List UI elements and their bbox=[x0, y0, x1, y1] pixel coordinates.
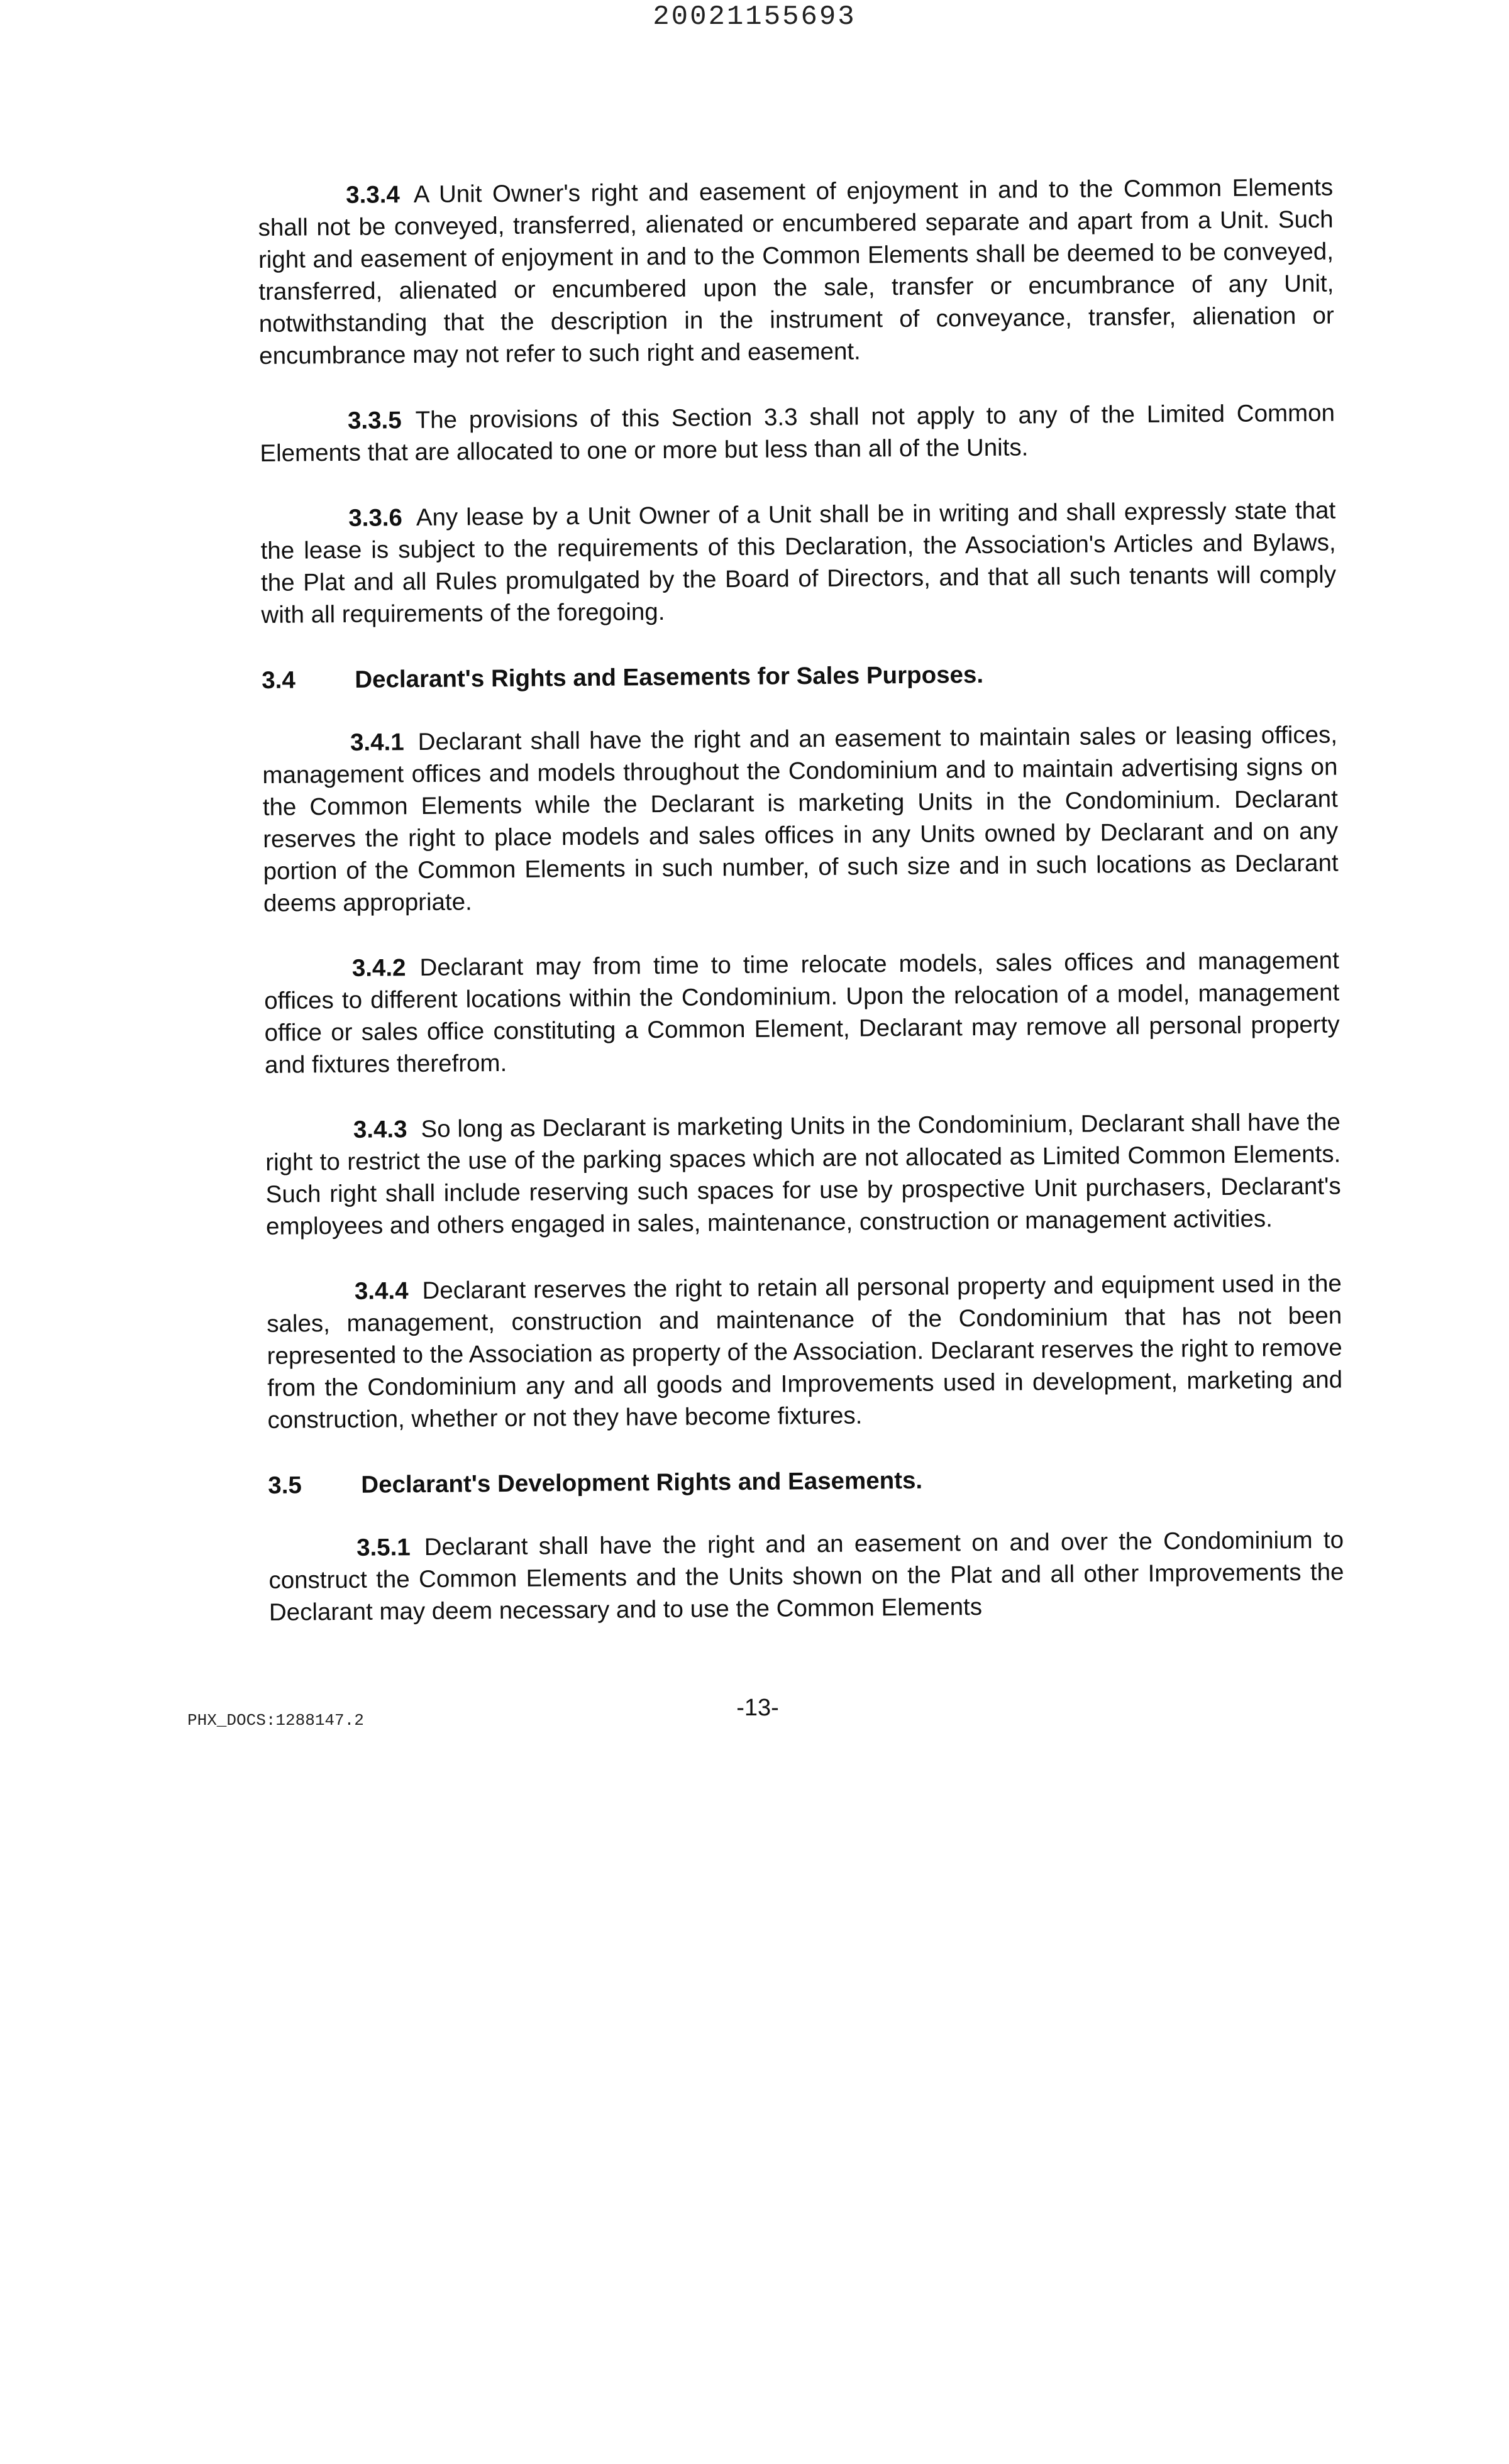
paragraph-3-4-2 bbox=[264, 945, 1340, 1081]
paragraph-text: So long as Declarant is marketing Units in the Condominium, Declarant shall have the right to restrict the use of the parking spaces which are not allocated as Limited Common Elements. Such right shall include reserving such spaces for use by prospective Unit purchasers, Declarant's employees and others engaged in sales, maintenance, construction or management activities. bbox=[265, 1108, 1341, 1240]
section-heading-3-5 bbox=[268, 1461, 1343, 1502]
section-number: 3.4.2 bbox=[351, 954, 406, 982]
paragraph-text: Declarant may from time to time relocate models, sales offices and management offices to different locations within the Condominium. Upon the relocation of a model, management office or sales office constituting a Common Element, Declarant may remove all personal property and fixtures therefrom. bbox=[264, 947, 1340, 1079]
section-number: 3.3.4 bbox=[346, 181, 401, 209]
section-title: Declarant's Development Rights and Easements. bbox=[361, 1466, 923, 1499]
section-number: 3.5 bbox=[268, 1471, 302, 1499]
paragraph-text: Any lease by a Unit Owner of a Unit shall be in writing and shall expressly state that the lease is subject to the requirements of this Declaration, the Association's Articles and Bylaws, the Plat and all Rules promulgated by the Board of Directors, and that all such tenants will comply with all requirements of the foregoing. bbox=[260, 497, 1337, 629]
page-number: -13- bbox=[736, 1695, 779, 1721]
section-number: 3.5.1 bbox=[356, 1534, 411, 1561]
paragraph-3-3-6 bbox=[260, 495, 1337, 631]
document-body bbox=[258, 172, 1344, 1629]
section-number: 3.3.5 bbox=[347, 407, 402, 434]
section-heading-3-4 bbox=[262, 656, 1337, 696]
paragraph-3-5-1 bbox=[268, 1524, 1344, 1629]
paragraph-3-4-3 bbox=[265, 1106, 1342, 1243]
section-number: 3.4 bbox=[262, 666, 296, 694]
paragraph-text: Declarant reserves the right to retain all personal property and equipment used in the sales, management, construction and maintenance of the Condominium that has not been represented to the Association as property of the Association. Declarant reserves the right to remove from the Condominium any and all goods and Improvements used in development, marketing and construction, whether or not they have become fixtures. bbox=[267, 1270, 1343, 1434]
section-number: 3.4.4 bbox=[354, 1277, 409, 1305]
section-number: 3.4.1 bbox=[350, 729, 404, 756]
section-number: 3.4.3 bbox=[353, 1116, 407, 1143]
paragraph-text: The provisions of this Section 3.3 shall not apply to any of the Limited Common Elements that are allocated to one or more but less than all of the Units. bbox=[260, 399, 1335, 467]
paragraph-text: Declarant shall have the right and an easement on and over the Condominium to construct the Common Elements and the Units shown on the Plat and all other Improvements the Declarant may deem necessary and to use the Common Elements bbox=[268, 1526, 1344, 1626]
paragraph-3-4-1 bbox=[262, 719, 1339, 920]
paragraph-3-3-4 bbox=[258, 172, 1334, 372]
document-id-footer: PHX_DOCS:1288147.2 bbox=[187, 1711, 364, 1730]
document-number: 20021155693 bbox=[653, 1, 856, 33]
paragraph-3-4-4 bbox=[267, 1268, 1343, 1436]
section-title: Declarant's Rights and Easements for Sales Purposes. bbox=[355, 661, 984, 693]
paragraph-text: A Unit Owner's right and easement of enjoyment in and to the Common Elements shall not be conveyed, transferred, alienated or encumbered separate and apart from a Unit. Such right and easement of enjoyment in and to the Common Elements shall be deemed to be conveyed, transferred, alienated or encumbered upon the sale, transfer or encumbrance of any Unit, notwithstanding that the description in the instrument of conveyance, transfer, alienation or encumbrance may not refer to such right and easement. bbox=[258, 173, 1334, 370]
paragraph-text: Declarant shall have the right and an easement to maintain sales or leasing offices, management offices and models throughout the Condominium and to maintain advertising signs on the Common Elements while the Declarant is marketing Units in the Condominium. Declarant reserves the right to place models and sales offices in any Units owned by Declarant and on any portion of the Common Elements in such number, of such size and in such locations as Declarant deems appropriate. bbox=[262, 721, 1339, 917]
section-number: 3.3.6 bbox=[348, 504, 403, 532]
paragraph-3-3-5 bbox=[260, 397, 1335, 470]
